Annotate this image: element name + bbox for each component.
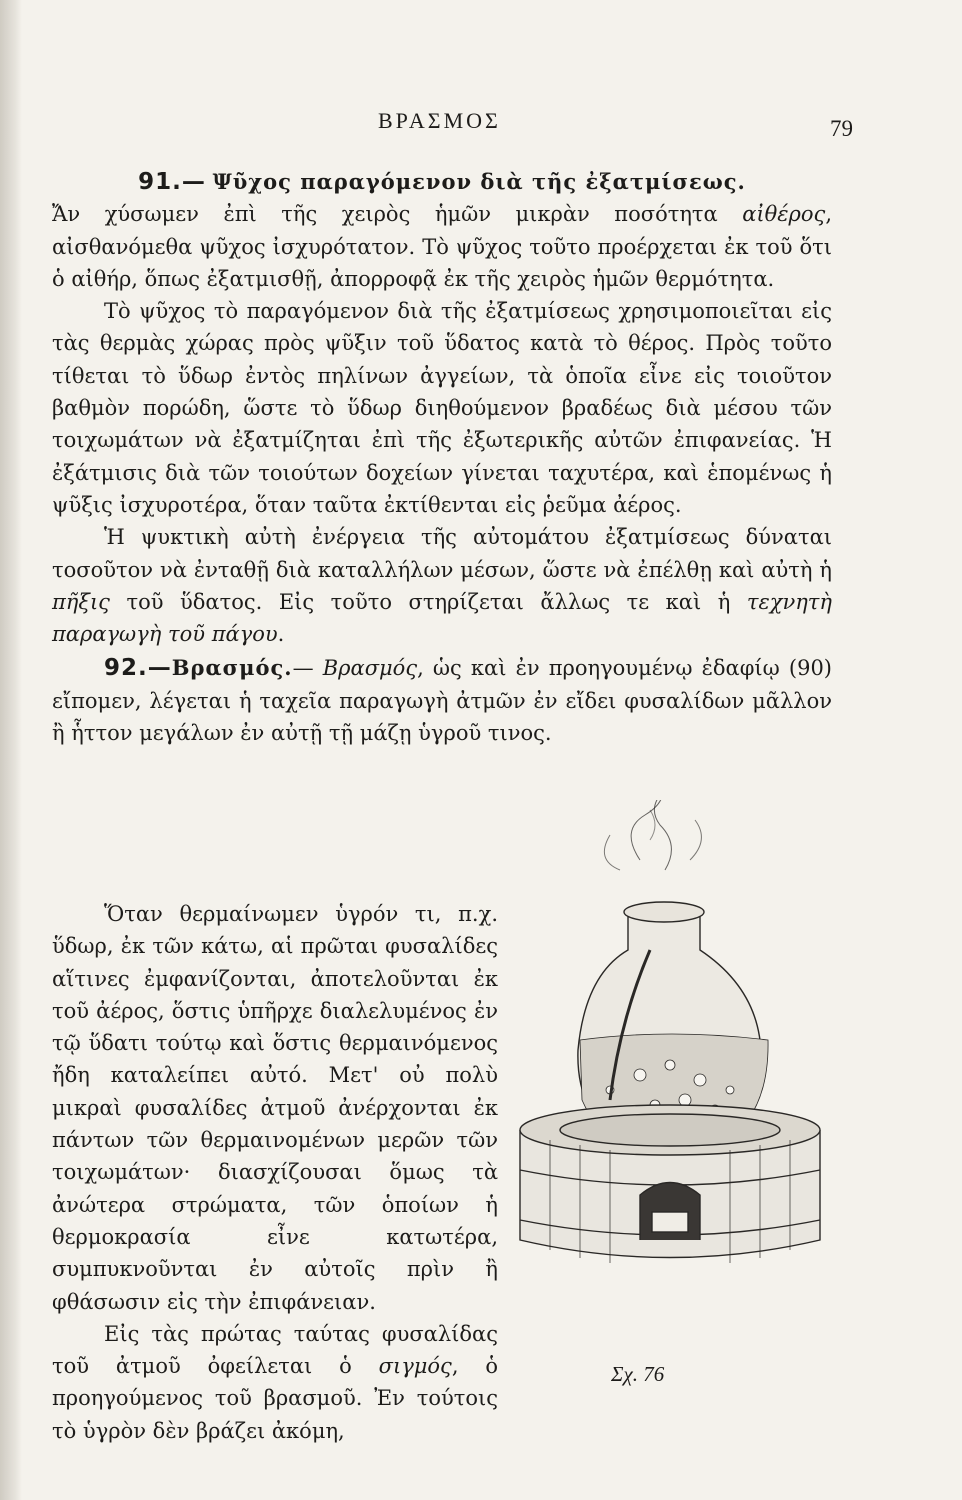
upper-text-block — [52, 166, 832, 749]
running-head: ΒΡΑΣΜΟΣ — [378, 108, 501, 133]
section-91-title: Ψῦχος παραγόμενον διὰ τῆς ἐξατμίσεως. — [212, 169, 746, 194]
page-header — [60, 104, 940, 140]
italic-aither: αἰθέρος — [742, 202, 826, 227]
boiling-flask-engraving — [490, 800, 850, 1270]
italic-brasmos: Βρασμός — [322, 656, 418, 681]
section-92-number: 92.— — [104, 655, 172, 682]
section-91-heading — [52, 166, 832, 198]
section-92-paragraph-2: Ὅταν θερμαίνωμεν ὑγρόν τι, π.χ. ὕδωρ, ἐκ τῶν κάτω, αἱ πρῶται φυσαλίδες αἵτινες ἐμφανίζονται, ἀποτελοῦνται ἐκ τοῦ ἀέρος, ὅστις ὑπῆρχε διαλελυμένος ἐν τῷ ὕδατι τούτῳ καὶ ὅστις θερμαινόμενος ἤδη καταλείπει αὐτό. Μετ' οὐ πολὺ μικραὶ φυσαλίδες ἀτμοῦ ἀνέρχονται ἐκ πάντων τῶν θερμαινομένων μερῶν τῶν τοιχωμάτων· διασχίζουσαι ὅμως τὰ ἀνώτερα στρώματα, τῶν ὁποίων ἡ θερμοκρασία εἶνε κατωτέρα, συμπυκνοῦνται ἐν αὐτοῖς πρὶν ἢ φθάσωσιν εἰς τὴν ἐπιφάνειαν. — [52, 902, 498, 1314]
italic-pexis: πῆξις — [52, 589, 110, 614]
page-number: 79 — [830, 116, 853, 141]
book-binding-shadow — [0, 0, 22, 1500]
figure-caption: Σχ. 76 — [611, 1362, 665, 1386]
section-92-title: Βρασμός. — [171, 655, 293, 681]
section-91-number: 91.— — [138, 169, 206, 195]
section-92-paragraph-3: Εἰς τὰς πρώτας ταύτας φυσαλίδας τοῦ ἀτμοῦ ὀφείλεται ὁ σιγμός, ὁ προηγούμενος τοῦ βρασμοῦ. Ἐν τούτοις τὸ ὑγρὸν δὲν βράζει ἀκόμη, — [52, 1321, 498, 1443]
italic-sigmos: σιγμός — [378, 1354, 452, 1379]
section-91-paragraph-1: Ἄν χύσωμεν ἐπὶ τῆς χειρὸς ἡμῶν μικρὰν ποσότητα αἰθέρος, αἰσθανόμεθα ψῦχος ἰσχυρότατον. Τὸ ψῦχος τοῦτο προέρχεται ἐκ τοῦ ὅτι ὁ αἰθήρ, ὅπως ἐξατμισθῇ, ἀπορροφᾷ ἐκ τῆς χειρὸς ἡμῶν θερμότητα. — [52, 202, 832, 291]
section-91-paragraph-3: Ἡ ψυκτικὴ αὐτὴ ἐνέργεια τῆς αὐτομάτου ἐξατμίσεως δύναται τοσοῦτον νὰ ἐνταθῇ διὰ καταλλήλων μέσων, ὥστε νὰ ἐπέλθῃ καὶ αὐτὴ ἡ πῆξις τοῦ ὕδατος. Εἰς τοῦτο στηρίζεται ἄλλως τε καὶ ἡ τεχνητὴ παραγωγὴ τοῦ πάγου. — [52, 525, 832, 647]
narrow-text-column — [52, 898, 498, 1447]
section-91-paragraph-2: Τὸ ψῦχος τὸ παραγόμενον διὰ τῆς ἐξατμίσεως χρησιμοποιεῖται εἰς τὰς θερμὰς χώρας πρὸς ψῦξιν τοῦ ὕδατος κατὰ τὸ θέρος. Πρὸς τοῦτο τίθεται τὸ ὕδωρ ἐντὸς πηλίνων ἀγγείων, τὰ ὁποῖα εἶνε εἰς τοιοῦτον βαθμὸν πορώδη, ὥστε τὸ ὕδωρ διηθούμενον βραδέως διὰ μέσου τῶν τοιχωμάτων νὰ ἐξατμίζηται ἐπὶ τῆς ἐξωτερικῆς αὐτῶν ἐπιφανείας. Ἡ ἐξάτμισις διὰ τῶν τοιούτων δοχείων γίνεται ταχυτέρα, καὶ ἑπομένως ἡ ψῦξις ἰσχυροτέρα, ὅταν ταῦτα ἐκτίθενται εἰς ῥεῦμα ἀέρος. — [52, 299, 832, 517]
section-92-intro: 92.—Βρασμός.— Βρασμός, ὡς καὶ ἐν προηγουμένῳ ἐδαφίῳ (90) εἴπομεν, λέγεται ἡ ταχεῖα παραγωγὴ ἀτμῶν ἐν εἴδει φυσαλίδων μᾶλλον ἢ ἧττον μεγάλων ἐν αὐτῇ τῇ μάζῃ ὑγροῦ τινος. — [52, 655, 832, 746]
italic-techne: τεχνητὴ παραγωγὴ τοῦ πάγου — [52, 589, 832, 647]
